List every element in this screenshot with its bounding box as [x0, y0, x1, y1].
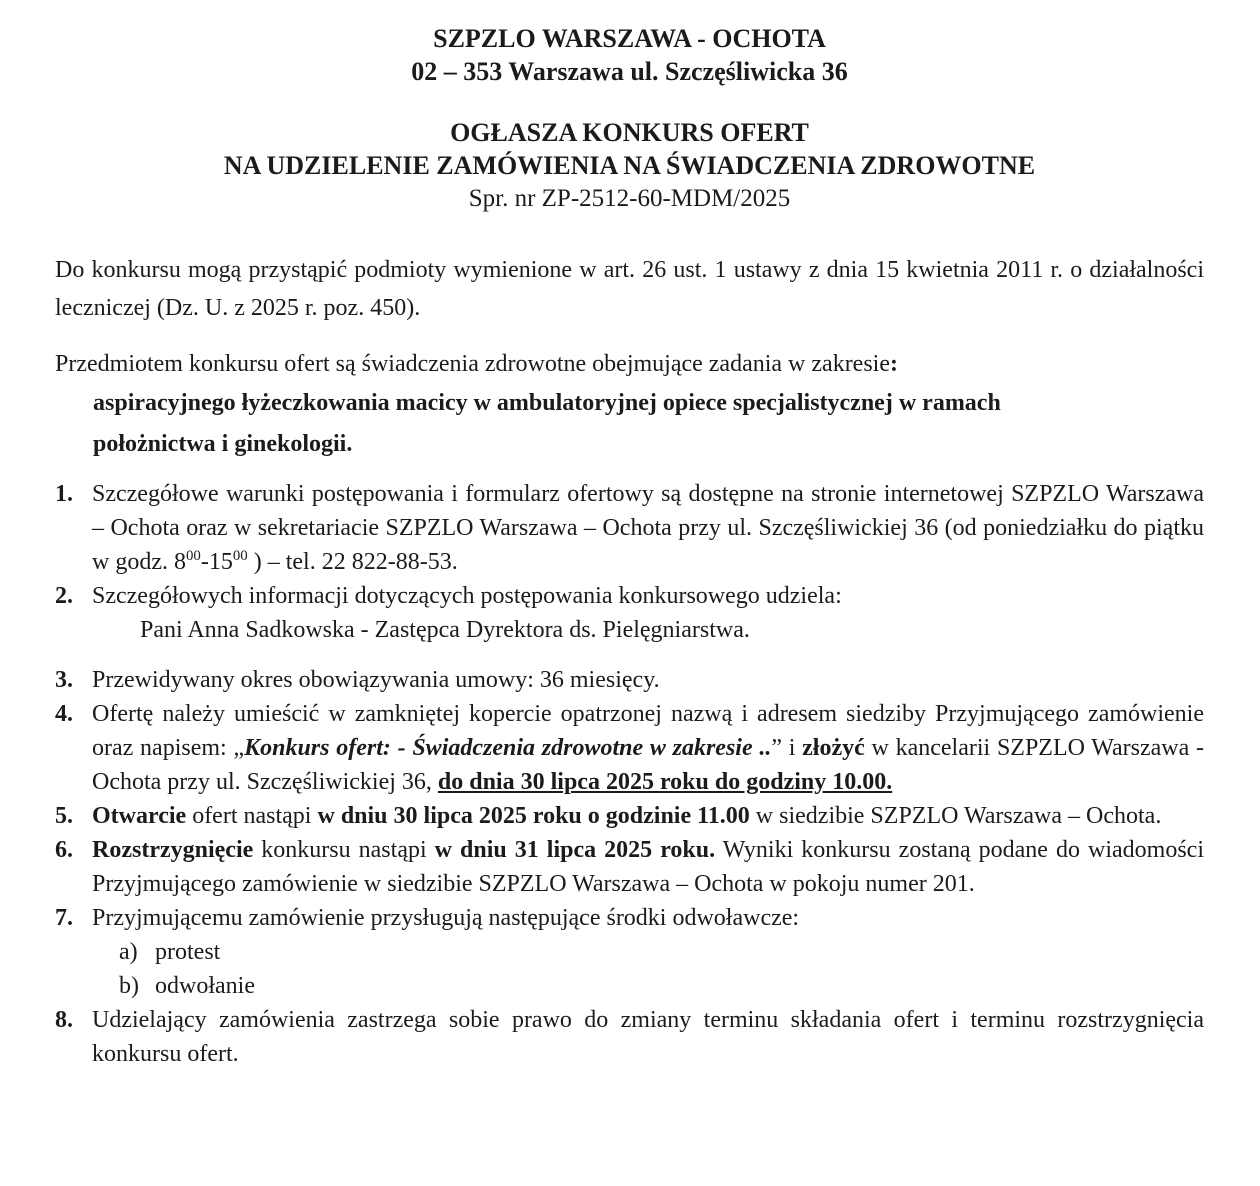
item-number: 1. — [55, 481, 73, 507]
announcement-title-line1: OGŁASZA KONKURS OFERT — [450, 118, 809, 147]
sub-item-a — [119, 935, 1204, 969]
item-text: Ofertę należy umieścić w zamkniętej kopercie opatrzonej nazwą i adresem siedziby Przyjmującego zamówienie oraz napisem: „Konkurs ofert: - Świadczenia zdrowotne w zakresie ..” i złożyć w kancelarii SZPZLO Warszawa - Ochota przy ul. Szczęśliwickiej 36, do dnia 30 lipca 2025 roku do godziny 10.00. — [92, 701, 1204, 795]
case-number: Spr. nr ZP-2512-60-MDM/2025 — [468, 185, 791, 212]
list-item-8 — [55, 1003, 1204, 1071]
intro-paragraph: Do konkursu mogą przystąpić podmioty wymienione w art. 26 ust. 1 ustawy z dnia 15 kwietnia 2011 r. o działalności leczniczej (Dz. U. z 2025 r. poz. 450). — [55, 257, 1204, 321]
subject-scope-line1: aspiracyjnego łyżeczkowania macicy w ambulatoryjnej opiece specjalistycznej w ramach — [93, 390, 1001, 416]
list-item-4 — [55, 697, 1204, 799]
subject-scope-line2: położnictwa i ginekologii. — [93, 431, 353, 457]
item-body — [92, 1003, 1204, 1071]
item-body — [92, 833, 1204, 901]
item-number: 5. — [55, 803, 73, 829]
sub-item-marker: a) — [119, 939, 138, 965]
sub-item-marker: b) — [119, 973, 139, 999]
announcement-title-line2: NA UDZIELENIE ZAMÓWIENIA NA ŚWIADCZENIA ZDROWOTNE — [223, 151, 1036, 180]
document-header — [55, 22, 1204, 215]
item-number: 7. — [55, 905, 73, 931]
subject-lead: Przedmiotem konkursu ofert są świadczenia zdrowotne obejmujące zadania w zakresie: — [55, 351, 898, 377]
org-address: 02 – 353 Warszawa ul. Szczęśliwicka 36 — [411, 57, 848, 86]
item-body — [92, 697, 1204, 799]
announcement-title — [55, 116, 1204, 215]
item-text: Rozstrzygnięcie konkursu nastąpi w dniu 31 lipca 2025 roku. Wyniki konkursu zostaną podane do wiadomości Przyjmującego zamówienie w siedzibie SZPZLO Warszawa – Ochota w pokoju numer 201. — [92, 837, 1205, 897]
list-item-5 — [55, 799, 1204, 833]
item-body — [92, 663, 1204, 697]
item-body — [92, 579, 1204, 647]
item-number: 6. — [55, 837, 73, 863]
item-number: 2. — [55, 583, 73, 609]
item-text: Przyjmującemu zamówienie przysługują następujące środki odwoławcze: — [92, 905, 800, 931]
org-name: SZPZLO WARSZAWA - OCHOTA — [433, 24, 826, 53]
item-text: Szczegółowe warunki postępowania i formularz ofertowy są dostępne na stronie internetowej SZPZLO Warszawa – Ochota oraz w sekretariacie SZPZLO Warszawa – Ochota przy ul. Szczęśliwickiej 36 (od poniedziałku do piątku w godz. $8^{00}-15^{00}$ ) – tel. 22 822-88-53. — [92, 481, 1204, 575]
numbered-list — [55, 477, 1204, 1071]
list-item-2 — [55, 579, 1204, 647]
item-body — [92, 901, 1204, 1003]
item-number: 8. — [55, 1007, 73, 1033]
item-text: Przewidywany okres obowiązywania umowy: 36 miesięcy. — [92, 667, 660, 693]
list-item-6 — [55, 833, 1204, 901]
list-item-1 — [55, 477, 1204, 579]
item-body — [92, 477, 1204, 579]
sub-item-label: protest — [155, 939, 221, 965]
item-text: Otwarcie ofert nastąpi w dniu 30 lipca 2025 roku o godzinie 11.00 w siedzibie SZPZLO Warszawa – Ochota. — [92, 803, 1162, 829]
item-body — [92, 799, 1204, 833]
list-item-7 — [55, 901, 1204, 1003]
item-text: Szczegółowych informacji dotyczących postępowania konkursowego udziela: — [92, 583, 842, 609]
subject-block — [55, 345, 1204, 465]
item-number: 4. — [55, 701, 73, 727]
sub-item-label: odwołanie — [155, 973, 255, 999]
list-item-3 — [55, 663, 1204, 697]
sub-item-b — [119, 969, 1204, 1003]
item-text: Udzielający zamówienia zastrzega sobie prawo do zmiany terminu składania ofert i terminu rozstrzygnięcia konkursu ofert. — [92, 1007, 1204, 1067]
contact-person-line: Pani Anna Sadkowska - Zastępca Dyrektora ds. Pielęgniarstwa. — [140, 617, 750, 643]
item-number: 3. — [55, 667, 73, 693]
